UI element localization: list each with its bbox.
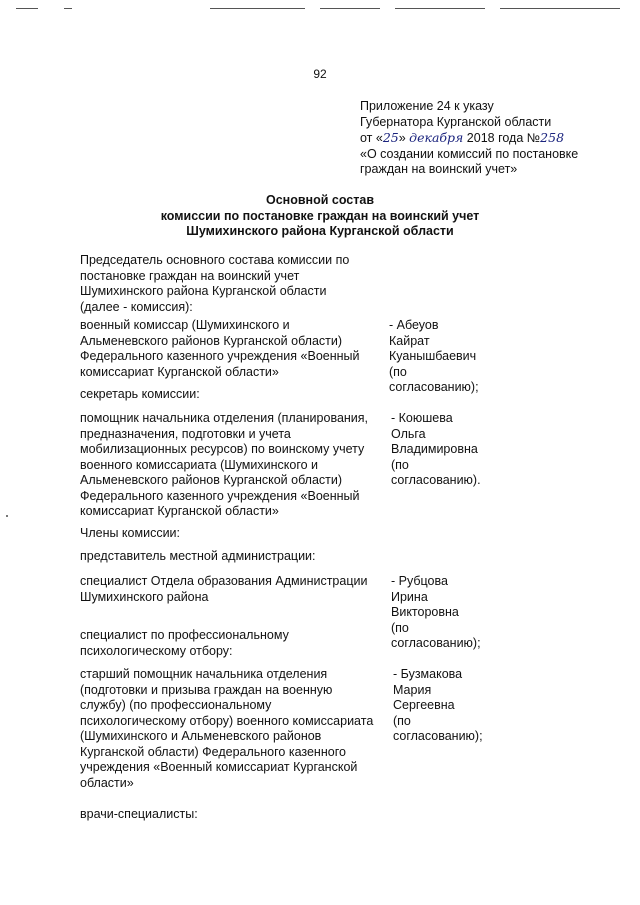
scan-speck (6, 515, 8, 517)
title-line: комиссии по постановке граждан на воинский учет (160, 208, 480, 223)
handwritten-month: декабря (409, 130, 464, 145)
member-name: - Абеуов Кайрат Куанышбаевич (по согласованию); (389, 318, 479, 394)
section-left: представитель местной администрации: (80, 549, 316, 563)
appendix-line: «О создании комиссий по постановке (360, 146, 579, 161)
position-text: старший помощник начальника отделения (подготовки и призыва граждан на военную службу) (по профессиональному психологическому отбору) военного комиссариата (Шумихинского и Альменевского районов Курганской области) Федерального казенного учреждения «Военный комиссариат Курганской области» (80, 667, 374, 790)
handwritten-day: 25 (382, 130, 399, 145)
section-left: врачи-специалисты: (80, 807, 198, 821)
position-text: помощник начальника отделения (планирования, предназначения, подготовки и учета мобилизационных ресурсов) по воинскому учету военного комиссариата (Шумихинского и Альменевского районов Курганской области) Федерального казенного учреждения «Военный комиссариат Курганской области» (80, 411, 369, 518)
date-suffix: 2018 года № (463, 131, 541, 145)
member-name: - Рубцова Ирина Викторовна (по согласованию); (391, 574, 481, 650)
appendix-line: граждан на воинский учет» (360, 162, 518, 176)
appendix-header (360, 99, 578, 178)
section-left: Члены комиссии: (80, 526, 181, 540)
title-line: Основной состав (265, 193, 375, 207)
date-prefix: от « (360, 131, 383, 145)
appendix-date-line (360, 130, 578, 147)
handwritten-number: 258 (540, 130, 565, 145)
appendix-line: Приложение 24 к указу (360, 99, 494, 113)
title-line: Шумихинского района Курганской области (186, 224, 454, 238)
section-left: специалист по профессиональному психологическому отбору: (80, 628, 289, 658)
section-left: секретарь комиссии: (80, 387, 200, 401)
date-separator: » (398, 131, 410, 145)
scan-top-edge (0, 8, 640, 10)
member-name: - Коюшева Ольга Владимировна (по согласованию). (391, 411, 481, 487)
position-text: специалист Отдела образования Администрации Шумихинского района (80, 574, 368, 604)
section-left: Председатель основного состава комиссии по постановке граждан на воинский учет Шумихинского района Курганской области (далее - комиссия): (80, 253, 350, 314)
page-number: 92 (313, 67, 327, 81)
member-name: - Бузмакова Мария Сергеевна (по согласованию); (393, 667, 483, 743)
document-title (0, 193, 640, 240)
appendix-line: Губернатора Курганской области (360, 114, 552, 129)
position-text: военный комиссар (Шумихинского и Альменевского районов Курганской области) Федерального казенного учреждения «Военный комиссариат Курганской области» (80, 318, 360, 379)
